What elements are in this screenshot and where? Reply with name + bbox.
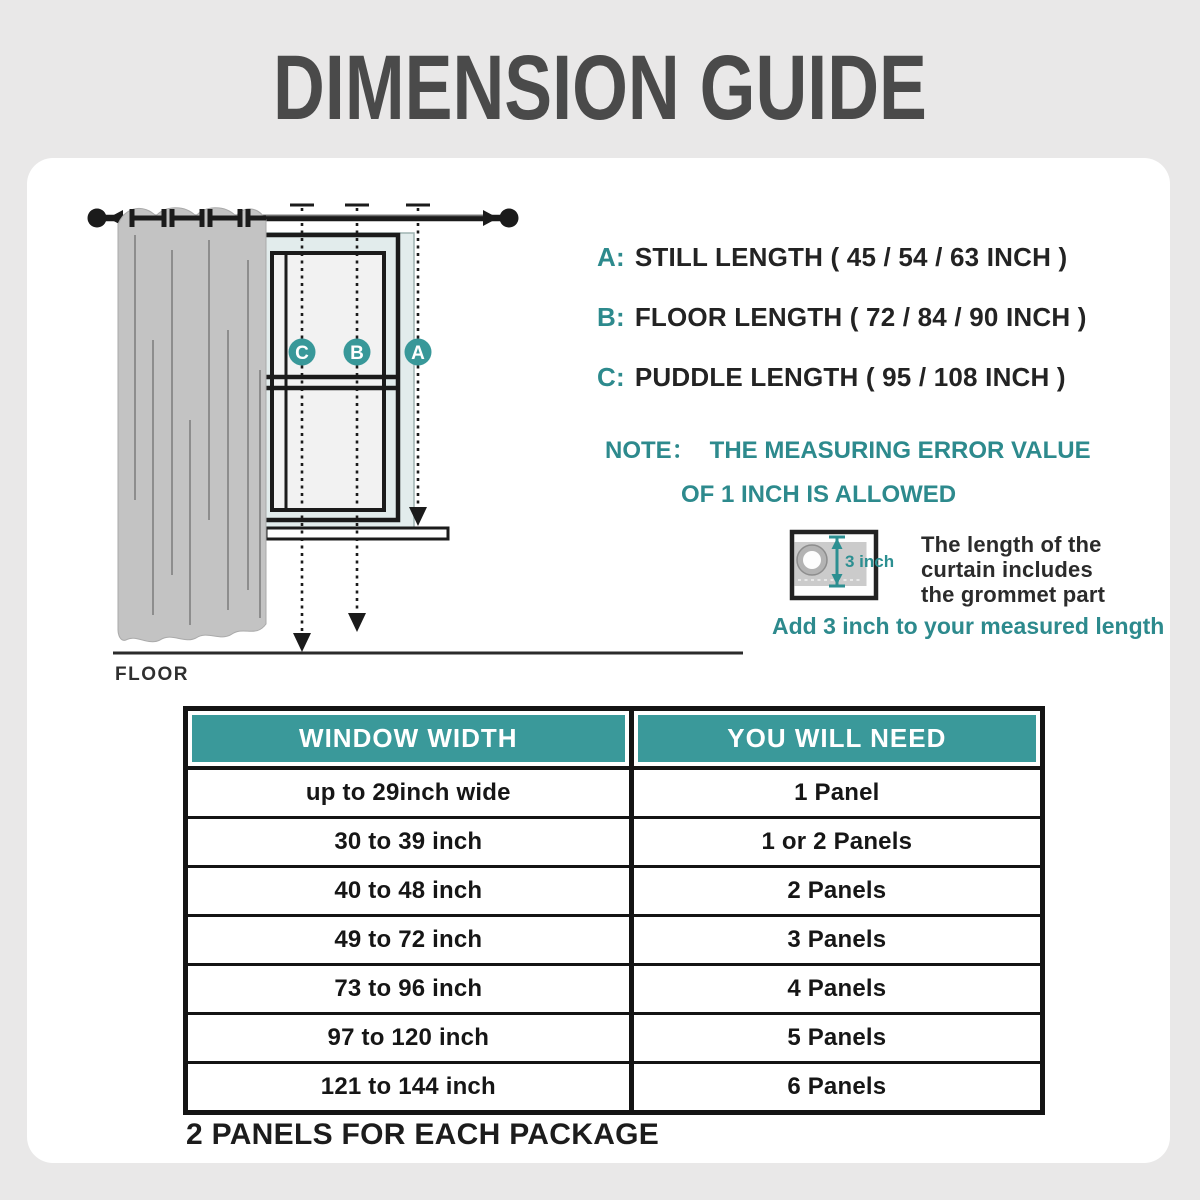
table-row	[186, 867, 1043, 916]
length-letter-b: B:	[597, 302, 625, 332]
header-window-width: WINDOW WIDTH	[186, 709, 632, 769]
cell-panels-6: 5 Panels	[631, 1014, 1042, 1063]
cell-panels-7: 6 Panels	[631, 1063, 1042, 1113]
length-text-c: PUDDLE LENGTH ( 95 / 108 INCH )	[634, 362, 1066, 392]
length-text-a: STILL LENGTH ( 45 / 54 / 63 INCH )	[634, 242, 1068, 272]
table-row	[186, 1063, 1043, 1113]
page-title: DIMENSION GUIDE	[273, 37, 927, 139]
footer-note: 2 PANELS FOR EACH PACKAGE	[186, 1118, 660, 1151]
grommet-desc-line2: curtain includes	[921, 557, 1093, 582]
cell-panels-2: 1 or 2 Panels	[631, 818, 1042, 867]
length-letter-c: C:	[597, 362, 625, 392]
note-label: NOTE：	[605, 437, 696, 464]
grommet-desc-line3: the grommet part	[921, 582, 1106, 607]
rod-finial-left	[88, 209, 107, 228]
table-row	[186, 916, 1043, 965]
note-line2: OF 1 INCH IS ALLOWED	[681, 481, 957, 508]
table-row	[186, 768, 1043, 818]
marker-c-label: C	[295, 343, 309, 364]
table-row	[186, 965, 1043, 1014]
marker-a-label: A	[411, 343, 425, 364]
length-letter-a: A:	[597, 242, 625, 272]
marker-b-label: B	[350, 343, 364, 364]
floor-label: FLOOR	[115, 664, 189, 685]
note-line1: THE MEASURING ERROR VALUE	[709, 437, 1091, 464]
cell-panels-4: 3 Panels	[631, 916, 1042, 965]
table-row	[186, 1014, 1043, 1063]
header-you-will-need: YOU WILL NEED	[631, 709, 1042, 769]
curtain-panel	[118, 208, 266, 642]
cell-panels-5: 4 Panels	[631, 965, 1042, 1014]
grommet-tip: Add 3 inch to your measured length	[772, 613, 1165, 639]
cell-panels-3: 2 Panels	[631, 867, 1042, 916]
measurement-markers	[289, 339, 432, 366]
grommet-diagram	[789, 529, 939, 605]
panel-size-table	[183, 706, 1045, 1115]
table-header-row	[186, 709, 1043, 769]
cell-width-5: 73 to 96 inch	[186, 965, 632, 1014]
table-row	[186, 818, 1043, 867]
rod-finial-right	[500, 209, 519, 228]
grommet-arrow-label: 3 inch	[845, 552, 895, 571]
cell-width-4: 49 to 72 inch	[186, 916, 632, 965]
cell-width-2: 30 to 39 inch	[186, 818, 632, 867]
grommet-desc-line1: The length of the	[921, 532, 1102, 557]
cell-width-1: up to 29inch wide	[186, 768, 632, 818]
length-guide	[597, 242, 1087, 422]
cell-panels-1: 1 Panel	[631, 768, 1042, 818]
measuring-note	[605, 430, 1091, 509]
grommet-description	[921, 532, 1105, 607]
cell-width-6: 97 to 120 inch	[186, 1014, 632, 1063]
cell-width-3: 40 to 48 inch	[186, 867, 632, 916]
length-guide-item-a	[597, 242, 1087, 272]
length-guide-item-c	[597, 362, 1087, 392]
cell-width-7: 121 to 144 inch	[186, 1063, 632, 1113]
length-guide-item-b	[597, 302, 1087, 332]
length-text-b: FLOOR LENGTH ( 72 / 84 / 90 INCH )	[634, 302, 1087, 332]
